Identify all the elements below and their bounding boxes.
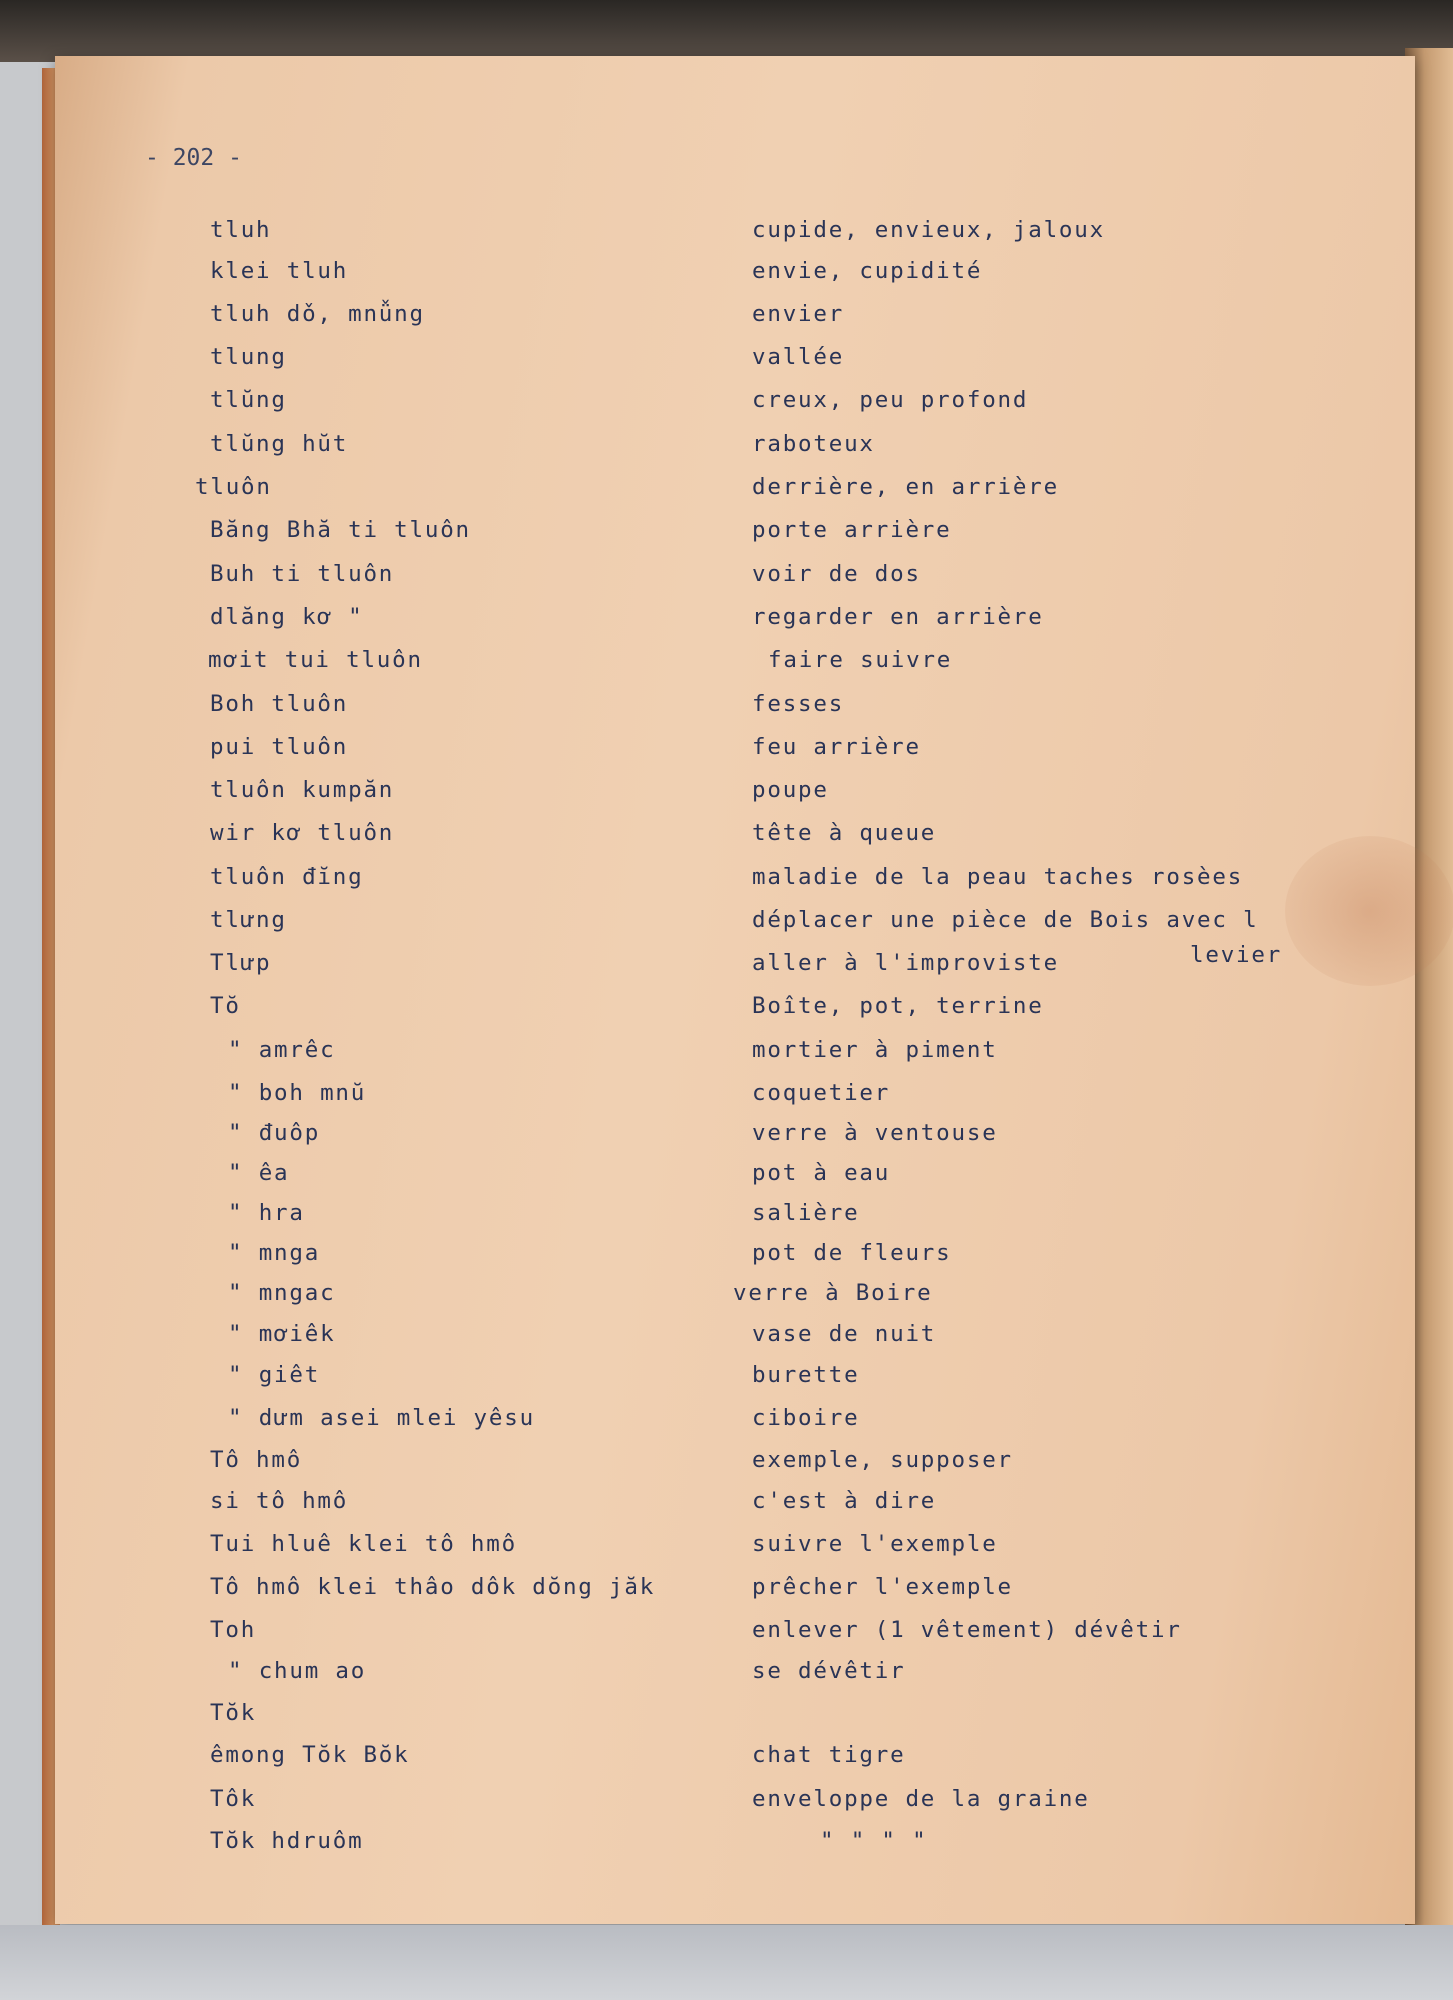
- entry-gloss: " " " ": [820, 1828, 928, 1854]
- gloss-continuation: levier: [1190, 942, 1283, 968]
- entry-gloss: faire suivre: [768, 647, 953, 673]
- entry-term: si tô hmô: [210, 1488, 349, 1514]
- entry-gloss: chat tigre: [752, 1742, 906, 1768]
- entry-gloss: burette: [752, 1362, 860, 1388]
- entry-term: " giêt: [228, 1362, 321, 1388]
- entry-gloss: creux, peu profond: [752, 387, 1029, 413]
- entry-term: tluôn đĭng: [210, 864, 364, 890]
- entry-gloss: ciboire: [752, 1405, 860, 1431]
- entry-term: Tŏk: [210, 1700, 257, 1726]
- entry-gloss: cupide, envieux, jaloux: [752, 217, 1105, 243]
- entry-gloss: verre à Boire: [733, 1280, 933, 1306]
- entry-term: klei tluh: [210, 258, 349, 284]
- entry-gloss: derrière, en arrière: [752, 474, 1059, 500]
- entry-term: Tôk: [210, 1786, 257, 1812]
- entry-term: " mơiêk: [228, 1321, 336, 1347]
- entry-term: tlung: [210, 344, 287, 370]
- entry-gloss: déplacer une pièce de Bois avec l: [752, 907, 1259, 933]
- entry-term: Tŏ: [210, 993, 241, 1019]
- entry-term: tlŭng hŭt: [210, 431, 349, 457]
- entry-term: Toh: [210, 1617, 257, 1643]
- entry-term: Buh ti tluôn: [210, 561, 395, 587]
- entry-gloss: pot à eau: [752, 1160, 891, 1186]
- entry-term: " mnga: [228, 1240, 321, 1266]
- entry-term: " hra: [228, 1200, 305, 1226]
- entry-gloss: poupe: [752, 777, 829, 803]
- entry-term: " êa: [228, 1160, 290, 1186]
- entry-gloss: maladie de la peau taches rosèes: [752, 864, 1244, 890]
- entry-term: tluh: [210, 217, 272, 243]
- entry-gloss: voir de dos: [752, 561, 921, 587]
- entry-gloss: envie, cupidité: [752, 258, 983, 284]
- entry-gloss: raboteux: [752, 431, 875, 457]
- entry-term: Tŏk hdruôm: [210, 1828, 364, 1854]
- entry-gloss: porte arrière: [752, 517, 952, 543]
- entry-gloss: exemple, supposer: [752, 1447, 1013, 1473]
- entry-term: Băng Bhă ti tluôn: [210, 517, 471, 543]
- entry-term: " amrêc: [228, 1037, 336, 1063]
- entry-term: Tô hmô: [210, 1447, 303, 1473]
- entry-term: êmong Tŏk Bŏk: [210, 1742, 410, 1768]
- paper-stain: [1285, 836, 1453, 986]
- entry-term: pui tluôn: [210, 734, 349, 760]
- entry-gloss: vallée: [752, 344, 845, 370]
- entry-term: Tlưp: [210, 950, 272, 976]
- entry-gloss: feu arrière: [752, 734, 921, 760]
- entry-gloss: enlever (1 vêtement) dévêtir: [752, 1617, 1182, 1643]
- entry-term: " đuôp: [228, 1120, 321, 1146]
- desk-background-top: [0, 0, 1453, 62]
- entry-gloss: pot de fleurs: [752, 1240, 952, 1266]
- entry-gloss: enveloppe de la graine: [752, 1786, 1090, 1812]
- entry-gloss: Boîte, pot, terrine: [752, 993, 1044, 1019]
- entry-term: Tô hmô klei thâo dôk dŏng jăk: [210, 1574, 656, 1600]
- entry-gloss: se dévêtir: [752, 1658, 906, 1684]
- entry-gloss: regarder en arrière: [752, 604, 1044, 630]
- entry-gloss: envier: [752, 301, 845, 327]
- entry-term: " dưm asei mlei yêsu: [228, 1405, 535, 1431]
- entry-term: tluh dǒ, mnǚng: [210, 301, 425, 327]
- entry-gloss: aller à l'improviste: [752, 950, 1059, 976]
- entry-gloss: mortier à piment: [752, 1037, 998, 1063]
- entry-term: wir kơ tluôn: [210, 820, 395, 846]
- entry-term: tlưng: [210, 907, 287, 933]
- entry-gloss: suivre l'exemple: [752, 1531, 998, 1557]
- entry-term: Boh tluôn: [210, 691, 349, 717]
- page-number: - 202 -: [145, 145, 242, 171]
- entry-gloss: tête à queue: [752, 820, 937, 846]
- entry-gloss: vase de nuit: [752, 1321, 937, 1347]
- entry-term: dlăng kơ ": [210, 604, 364, 630]
- entry-term: tlŭng: [210, 387, 287, 413]
- entry-term: " boh mnŭ: [228, 1080, 367, 1106]
- entry-term: mơit tui tluôn: [208, 647, 423, 673]
- entry-gloss: prêcher l'exemple: [752, 1574, 1013, 1600]
- entry-gloss: coquetier: [752, 1080, 891, 1106]
- entry-gloss: verre à ventouse: [752, 1120, 998, 1146]
- entry-gloss: c'est à dire: [752, 1488, 937, 1514]
- entry-gloss: salière: [752, 1200, 860, 1226]
- entry-term: tluôn kumpăn: [210, 777, 395, 803]
- entry-term: " chum ao: [228, 1658, 367, 1684]
- entry-term: " mngac: [228, 1280, 336, 1306]
- entry-term: tluôn: [195, 474, 272, 500]
- entry-gloss: fesses: [752, 691, 845, 717]
- entry-term: Tui hluê klei tô hmô: [210, 1531, 517, 1557]
- book-page: [55, 56, 1415, 1924]
- desk-background-bottom: [0, 1925, 1453, 2000]
